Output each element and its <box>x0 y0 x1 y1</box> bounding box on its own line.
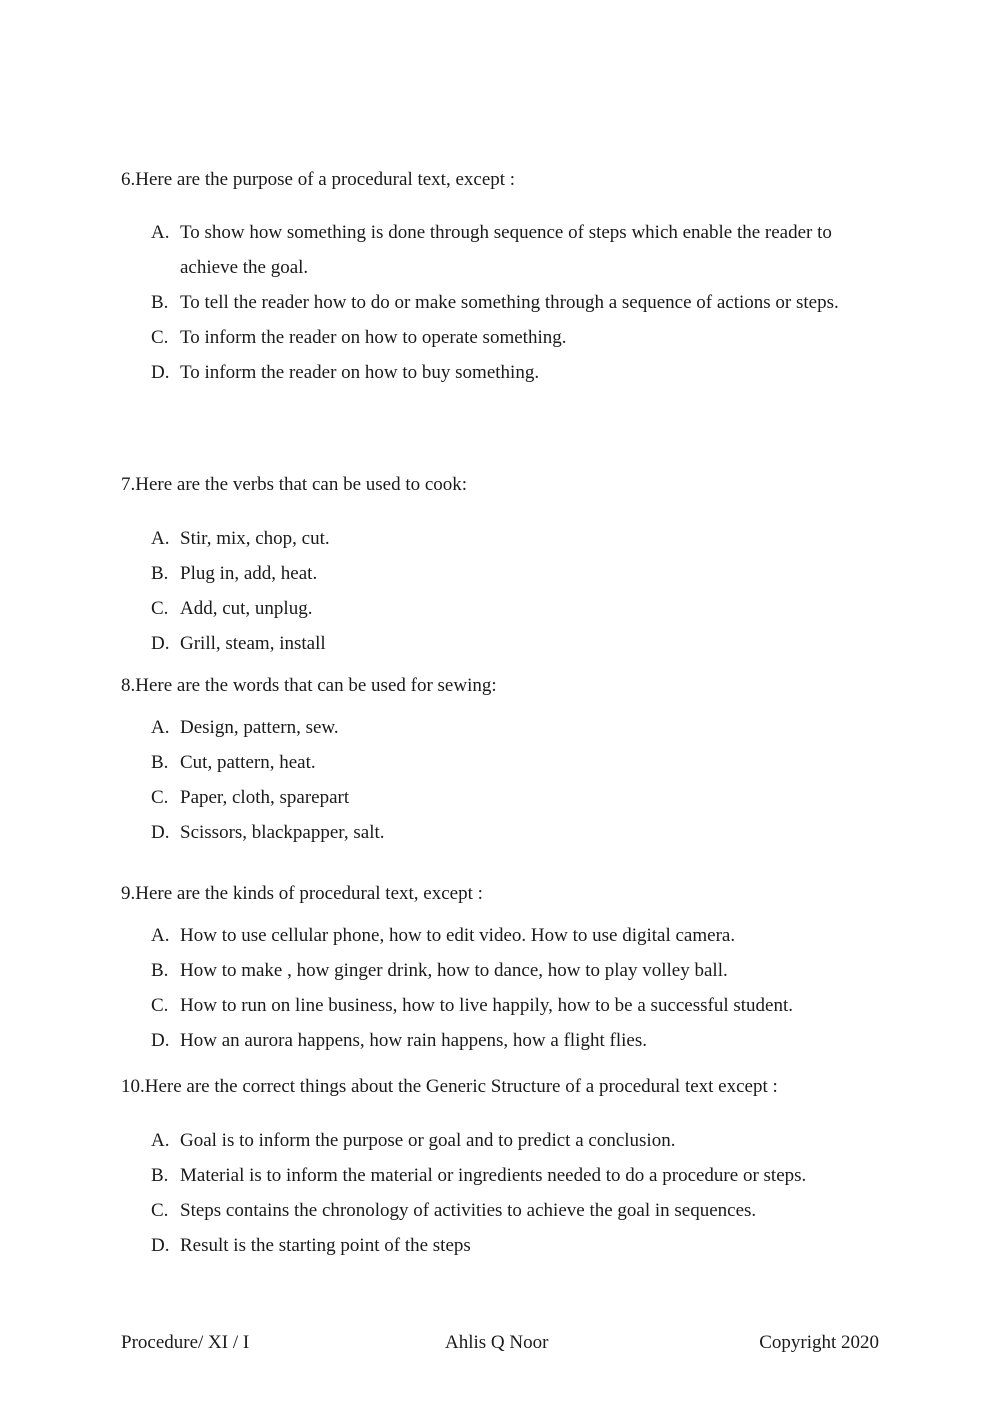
option-a[interactable] <box>121 710 891 745</box>
question-stem: 7.Here are the verbs that can be used to cook: <box>121 474 468 495</box>
option-text: Add, cut, unplug. <box>180 598 313 619</box>
option-text: Material is to inform the material or ingredients needed to do a procedure or steps. <box>180 1165 807 1186</box>
option-b[interactable] <box>121 953 891 988</box>
option-text: Paper, cloth, sparepart <box>180 787 350 808</box>
option-letter: D. <box>151 362 170 383</box>
option-text: Result is the starting point of the steps <box>180 1235 471 1256</box>
option-a[interactable] <box>121 918 891 953</box>
option-letter: A. <box>151 528 170 549</box>
option-c[interactable] <box>121 988 891 1023</box>
option-c[interactable] <box>121 320 891 355</box>
option-letter: A. <box>151 1130 170 1151</box>
option-b[interactable] <box>121 1158 891 1193</box>
option-list <box>121 1123 891 1263</box>
option-letter: D. <box>151 633 170 654</box>
question-stem: 6.Here are the purpose of a procedural text, except : <box>121 169 516 190</box>
option-letter: B. <box>151 563 169 584</box>
footer-course: Procedure/ XI / I <box>121 1332 250 1353</box>
option-text: Scissors, blackpapper, salt. <box>180 822 385 843</box>
question-9 <box>121 882 891 1058</box>
option-letter: C. <box>151 327 169 348</box>
footer-copyright: Copyright 2020 <box>759 1332 879 1353</box>
option-letter: B. <box>151 752 169 773</box>
option-d[interactable] <box>121 1228 891 1263</box>
option-text: Grill, steam, install <box>180 633 326 654</box>
option-d[interactable] <box>121 1023 891 1058</box>
option-text: Plug in, add, heat. <box>180 563 318 584</box>
option-text: Cut, pattern, heat. <box>180 752 316 773</box>
question-10 <box>121 1075 891 1263</box>
option-d[interactable] <box>121 355 891 390</box>
option-letter: C. <box>151 598 169 619</box>
question-stem: 8.Here are the words that can be used for sewing: <box>121 675 497 696</box>
question-7 <box>121 473 891 661</box>
option-b[interactable] <box>121 285 891 320</box>
option-d[interactable] <box>121 626 891 661</box>
option-list <box>121 215 891 390</box>
option-letter: D. <box>151 1235 170 1256</box>
question-6 <box>121 168 891 390</box>
option-text: How to make , how ginger drink, how to dance, how to play volley ball. <box>180 960 728 981</box>
option-c[interactable] <box>121 1193 891 1228</box>
option-letter: B. <box>151 1165 169 1186</box>
option-list <box>121 918 891 1058</box>
option-text: To tell the reader how to do or make something through a sequence of actions or steps. <box>180 292 839 313</box>
option-text: To show how something is done through sequence of steps which enable the reader to achieve the goal. <box>180 222 832 278</box>
option-letter: C. <box>151 995 169 1016</box>
page-footer <box>121 1330 879 1356</box>
question-stem: 9.Here are the kinds of procedural text, except : <box>121 883 483 904</box>
option-text: Steps contains the chronology of activities to achieve the goal in sequences. <box>180 1200 757 1221</box>
option-text: Stir, mix, chop, cut. <box>180 528 330 549</box>
option-letter: D. <box>151 822 170 843</box>
option-text: To inform the reader on how to operate something. <box>180 327 567 348</box>
option-text: How to use cellular phone, how to edit video. How to use digital camera. <box>180 925 736 946</box>
option-letter: A. <box>151 717 170 738</box>
footer-author: Ahlis Q Noor <box>445 1332 549 1353</box>
option-b[interactable] <box>121 745 891 780</box>
option-text: Design, pattern, sew. <box>180 717 339 738</box>
option-d[interactable] <box>121 815 891 850</box>
option-letter: B. <box>151 292 169 313</box>
option-list <box>121 710 891 850</box>
option-b[interactable] <box>121 556 891 591</box>
option-text: Goal is to inform the purpose or goal and to predict a conclusion. <box>180 1130 676 1151</box>
option-a[interactable] <box>121 521 891 556</box>
option-text: To inform the reader on how to buy something. <box>180 362 540 383</box>
option-c[interactable] <box>121 780 891 815</box>
option-letter: A. <box>151 222 170 243</box>
option-letter: C. <box>151 1200 169 1221</box>
option-text: How to run on line business, how to live happily, how to be a successful student. <box>180 995 794 1016</box>
option-letter: C. <box>151 787 169 808</box>
option-letter: A. <box>151 925 170 946</box>
option-a[interactable] <box>121 1123 891 1158</box>
option-list <box>121 521 891 661</box>
option-letter: B. <box>151 960 169 981</box>
option-letter: D. <box>151 1030 170 1051</box>
option-text: How an aurora happens, how rain happens, how a flight flies. <box>180 1030 647 1051</box>
option-c[interactable] <box>121 591 891 626</box>
option-a[interactable] <box>121 215 891 285</box>
question-stem: 10.Here are the correct things about the Generic Structure of a procedural text except : <box>121 1076 778 1097</box>
question-8 <box>121 674 891 850</box>
